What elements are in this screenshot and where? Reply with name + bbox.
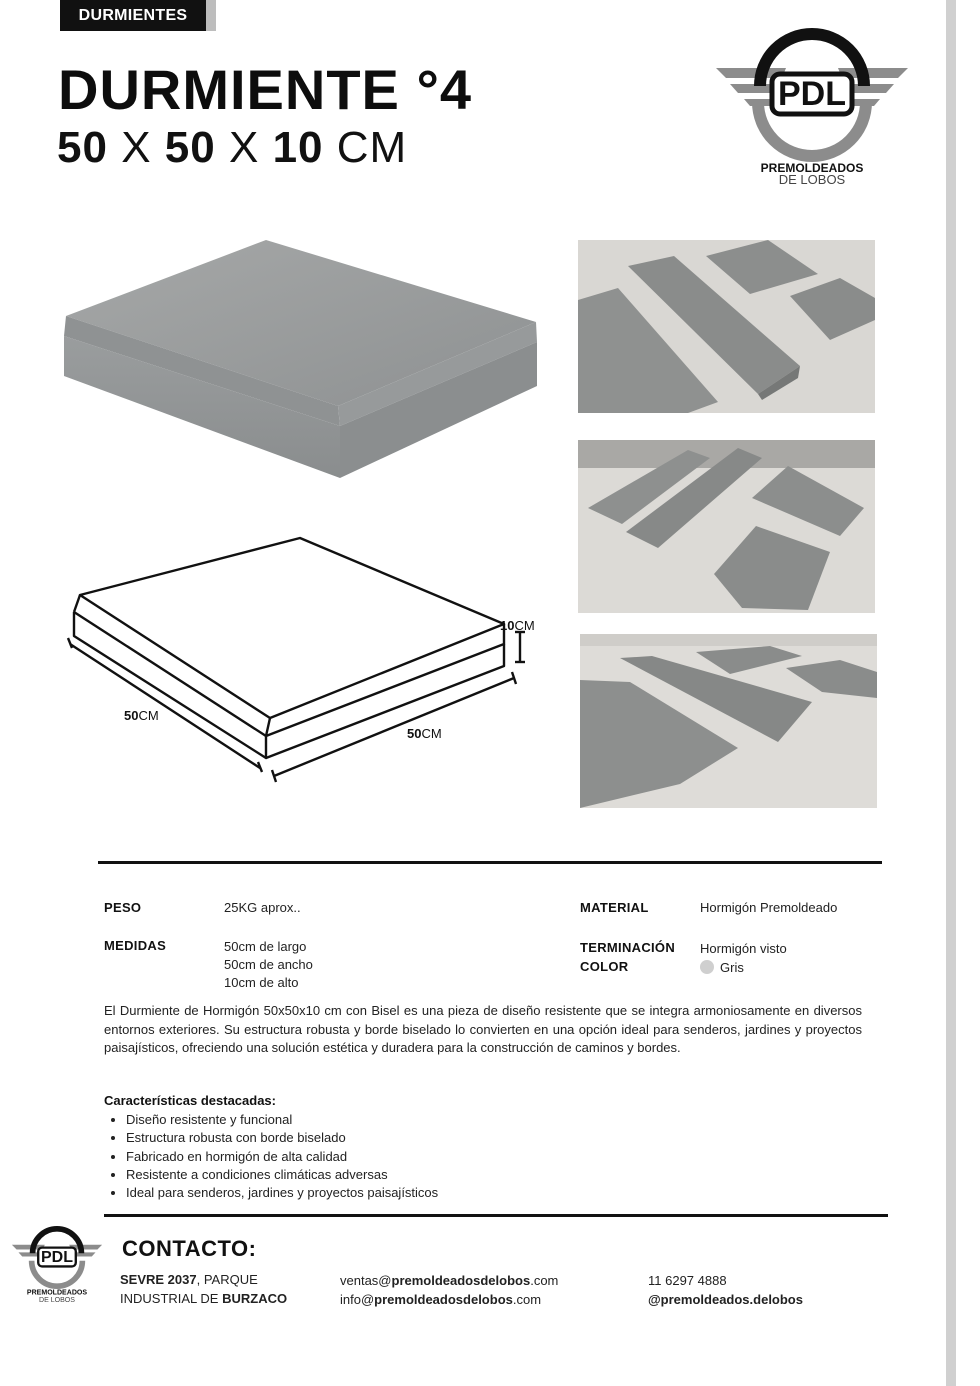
- email-info-user: info@: [340, 1292, 375, 1307]
- instagram-handle[interactable]: @premoldeados.delobos: [648, 1292, 803, 1307]
- divider-bottom: [104, 1214, 888, 1217]
- footer-brand-logo: [10, 1226, 104, 1304]
- product-title: DURMIENTE °4: [58, 58, 472, 121]
- page-edge-shadow: [946, 0, 980, 1386]
- product-photo-3: [580, 634, 877, 808]
- height-unit: CM: [514, 618, 535, 633]
- technical-drawing: [60, 520, 550, 790]
- peso-label: PESO: [104, 900, 142, 915]
- address-park: , PARQUE: [196, 1272, 258, 1287]
- features-title: Características destacadas:: [104, 1093, 276, 1108]
- medidas-values: [224, 938, 313, 992]
- medida-ancho: 50cm de ancho: [224, 957, 313, 972]
- peso-value: 25KG aprox..: [224, 900, 301, 915]
- logo-line2: DE LOBOS: [778, 172, 846, 187]
- color-swatch: [700, 960, 714, 974]
- features-list: [104, 1111, 438, 1202]
- medida-alto: 10cm de alto: [224, 975, 299, 990]
- medida-largo: 50cm de largo: [224, 939, 307, 954]
- email-info-domain: premoldeadosdelobos: [374, 1292, 513, 1307]
- front-dimension-label: [407, 726, 442, 741]
- side-dimension-label: [124, 708, 159, 723]
- color-value: Gris: [720, 960, 744, 975]
- footer-logo-line1: PREMOLDEADOS: [26, 1289, 88, 1297]
- feature-item: • Fabricado en hormigón de alta calidad: [126, 1148, 438, 1166]
- height-dimension-label: [500, 618, 535, 633]
- feature-item: • Resistente a condiciones climáticas adversas: [126, 1166, 438, 1184]
- email-ventas-domain: premoldeadosdelobos: [391, 1273, 531, 1288]
- dim-sep-1: X: [121, 123, 152, 172]
- product-dimensions: [57, 122, 407, 174]
- color-row: [700, 958, 787, 977]
- category-tag-accent: [206, 0, 216, 31]
- email-info-link[interactable]: [340, 1290, 558, 1309]
- contact-address: [120, 1270, 287, 1308]
- feature-item: • Estructura robusta con borde biselado: [126, 1129, 438, 1147]
- contact-phone-social: [648, 1271, 803, 1309]
- email-ventas-tld: .com: [530, 1273, 559, 1288]
- contact-title: CONTACTO:: [122, 1236, 257, 1261]
- product-photo-1: [578, 240, 875, 413]
- product-photo-main: [58, 236, 544, 492]
- feature-item: • Ideal para senderos, jardines y proyectos paisajísticos: [126, 1184, 438, 1202]
- phone-number[interactable]: 11 6297 4888: [648, 1273, 727, 1288]
- dim-length: 50: [57, 123, 108, 172]
- height-value: 10: [500, 618, 515, 633]
- divider-top: [98, 861, 882, 864]
- footer-logo-initials: PDL: [41, 1249, 73, 1267]
- front-unit: CM: [421, 726, 442, 741]
- logo-line1: PREMOLDEADOS: [760, 161, 864, 175]
- terminacion-color-label: [580, 938, 675, 976]
- side-value: 50: [124, 708, 139, 723]
- feature-item: • Diseño resistente y funcional: [126, 1111, 438, 1129]
- footer-logo-line2: DE LOBOS: [39, 1297, 75, 1304]
- color-label: COLOR: [580, 959, 629, 974]
- email-info-tld: .com: [512, 1292, 542, 1307]
- email-ventas-user: ventas@: [340, 1273, 392, 1288]
- terminacion-color-values: [700, 939, 787, 977]
- side-unit: CM: [138, 708, 159, 723]
- dim-height: 10: [272, 123, 324, 172]
- dim-sep-2: X: [228, 123, 260, 172]
- contact-emails: [340, 1271, 558, 1309]
- dim-unit: CM: [336, 123, 408, 172]
- category-tag: DURMIENTES: [60, 0, 206, 31]
- front-value: 50: [407, 726, 422, 741]
- medidas-label: MEDIDAS: [104, 938, 167, 953]
- address-city: BURZACO: [222, 1291, 288, 1306]
- material-label: MATERIAL: [580, 900, 649, 915]
- product-photo-2: [578, 440, 875, 613]
- email-ventas-link[interactable]: [340, 1271, 558, 1290]
- address-industrial: INDUSTRIAL DE: [120, 1291, 223, 1306]
- terminacion-label: TERMINACIÓN: [580, 940, 676, 955]
- product-description: El Durmiente de Hormigón 50x50x10 cm con Bisel es una pieza de diseño resistente que se integra armoniosamente en diversos entornos exteriores. Su estructura robusta y borde biselado lo convierten en una opción ideal para senderos, jardines y proyectos paisajísticos, ofreciendo una solución estética y duradera para la construcción de caminos y bordes.: [104, 1003, 862, 1055]
- brand-logo: [712, 28, 912, 188]
- logo-initials: PDL: [778, 75, 846, 113]
- material-value: Hormigón Premoldeado: [700, 900, 838, 915]
- terminacion-value: Hormigón visto: [700, 941, 787, 956]
- dim-width: 50: [164, 123, 216, 172]
- address-street: SEVRE 2037: [120, 1272, 197, 1287]
